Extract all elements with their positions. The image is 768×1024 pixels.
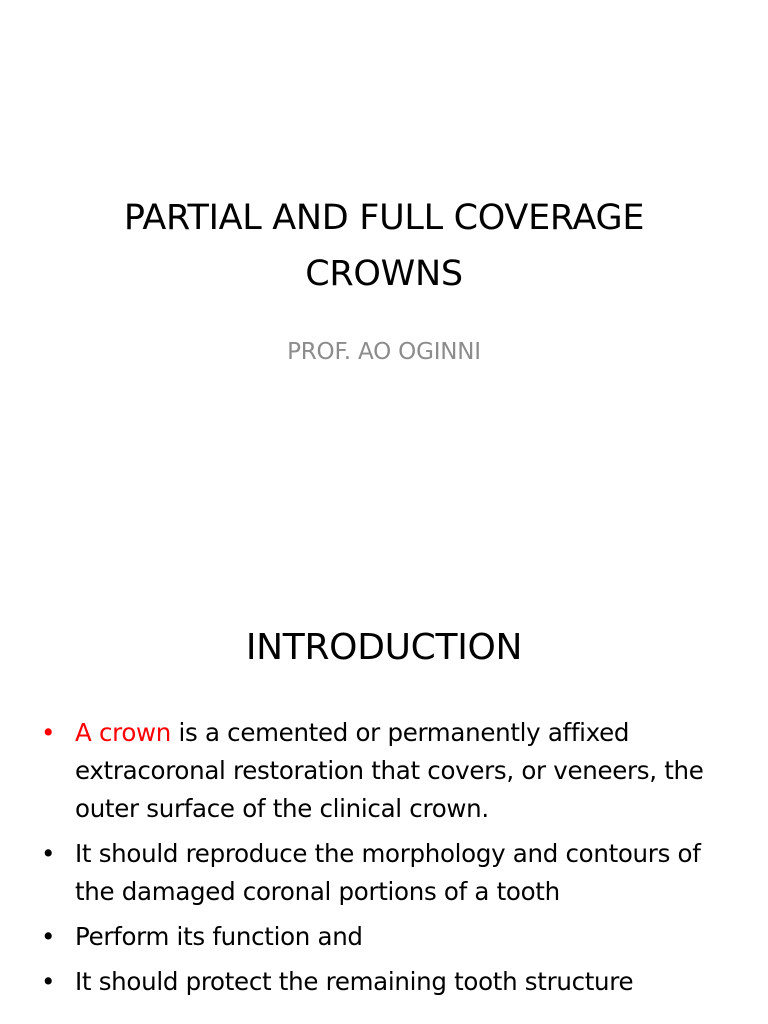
bullet-list: [41, 714, 741, 1008]
bullet-text: Perform its function and: [75, 922, 363, 951]
bullet-item: [41, 835, 741, 911]
bullet-highlight: A crown: [75, 718, 172, 747]
bullet-glyph: •: [41, 967, 56, 996]
slide-title-line-2: CROWNS: [305, 254, 463, 294]
slide-title-line-1: PARTIAL AND FULL COVERAGE: [123, 198, 645, 238]
bullet-text: It should reproduce the morphology and contours of the damaged coronal portions of a tooth: [75, 839, 701, 906]
bullet-item: [41, 714, 741, 828]
bullet-item: [41, 918, 741, 956]
title-block: [0, 190, 768, 302]
bullet-item: [41, 963, 741, 1001]
bullet-glyph: •: [41, 839, 56, 868]
bullet-text: is a cemented or permanently affixed extracoronal restoration that covers, or veneers, the outer surface of the clinical crown.: [75, 718, 704, 823]
bullet-text: It should protect the remaining tooth structure: [75, 967, 634, 996]
section-title: INTRODUCTION: [245, 627, 523, 668]
bullet-glyph: •: [41, 922, 56, 951]
bullet-glyph: •: [41, 718, 56, 747]
introduction-slide: [0, 576, 768, 1024]
slide-subtitle: PROF. AO OGINNI: [287, 339, 481, 365]
